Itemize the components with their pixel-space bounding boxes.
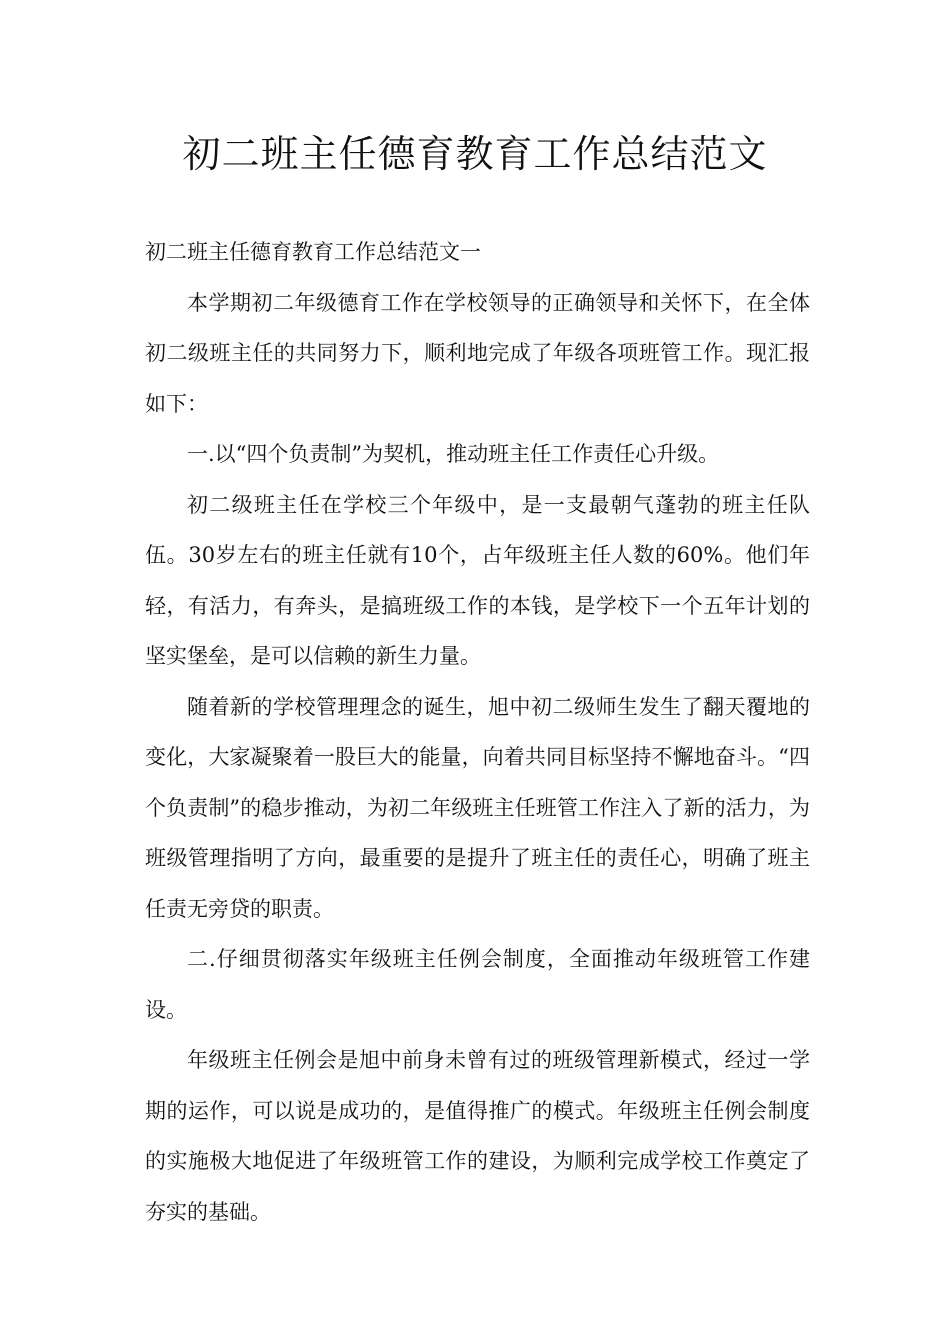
paragraph-team: 初二级班主任在学校三个年级中，是一支最朝气蓬勃的班主任队伍。30岁左右的班主任就有10个，占年级班主任人数的60%。他们年轻，有活力，有奔头，是搞班级工作的本钱，是学校下一个五年计划的坚实堡垒，是可以信赖的新生力量。 bbox=[145, 492, 810, 668]
document-subtitle: 初二班主任德育教育工作总结范文一 bbox=[145, 240, 481, 264]
section-heading-1: 一.以“四个负责制”为契机，推动班主任工作责任心升级。 bbox=[187, 442, 720, 466]
paragraph-changes: 随着新的学校管理理念的诞生，旭中初二级师生发生了翻天覆地的变化，大家凝聚着一股巨大的能量，向着共同目标坚持不懈地奋斗。“四个负责制”的稳步推动，为初二年级班主任班管工作注入了新的活力，为班级管理指明了方向，最重要的是提升了班主任的责任心，明确了班主任责无旁贷的职责。 bbox=[145, 694, 810, 921]
document-title: 初二班主任德育教育工作总结范文 bbox=[182, 132, 768, 176]
section-heading-2: 二.仔细贯彻落实年级班主任例会制度，全面推动年级班管工作建设。 bbox=[145, 947, 810, 1022]
document-body bbox=[145, 227, 810, 1237]
paragraph-meeting: 年级班主任例会是旭中前身未曾有过的班级管理新模式，经过一学期的运作，可以说是成功的，是值得推广的模式。年级班主任例会制度的实施极大地促进了年级班管工作的建设，为顺利完成学校工作奠定了夯实的基础。 bbox=[145, 1048, 810, 1224]
paragraph-intro: 本学期初二年级德育工作在学校领导的正确领导和关怀下，在全体初二级班主任的共同努力下，顺利地完成了年级各项班管工作。现汇报如下： bbox=[145, 290, 810, 416]
